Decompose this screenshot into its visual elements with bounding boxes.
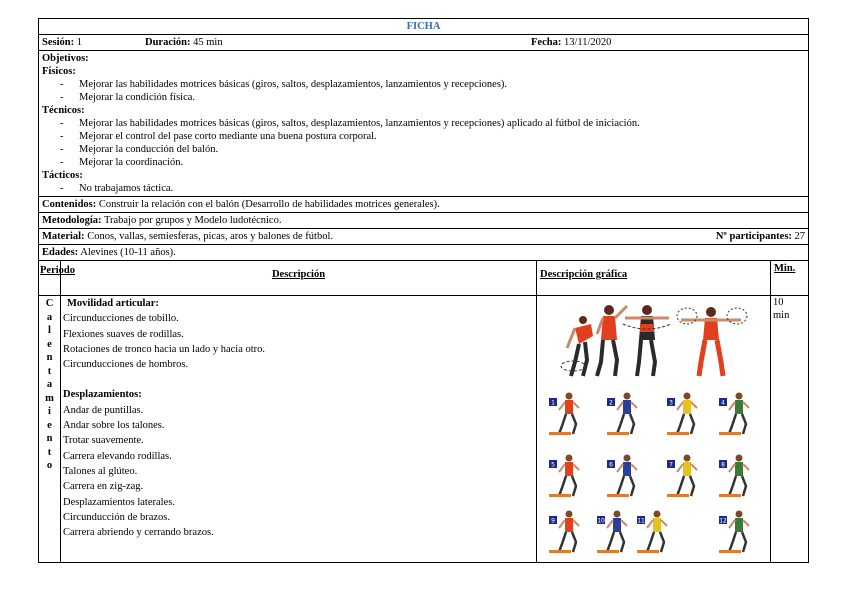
- movilidad-item: Rotaciones de tronco hacia un lado y hacia otro.: [63, 343, 266, 355]
- figure-number: 10: [597, 517, 605, 525]
- fisicos-heading: Físicos:: [42, 66, 76, 77]
- exercise-figure: [607, 393, 637, 436]
- movilidad-heading: Movilidad articular:: [67, 298, 159, 309]
- tecnicos-heading: Técnicos:: [42, 105, 85, 116]
- duration-field: Duración: 45 min: [145, 37, 223, 48]
- period-letter: n: [46, 352, 53, 363]
- figure-number: 5: [551, 461, 555, 469]
- material-row: [39, 229, 809, 245]
- exercise-figure: [549, 393, 579, 436]
- desplazamiento-item: Andar de puntillas.: [63, 404, 144, 416]
- graphic-description-cell: [537, 296, 771, 563]
- figure-number: 6: [609, 461, 613, 469]
- desplazamiento-item: Carrera elevando rodillas.: [63, 450, 172, 462]
- minutes-cell: [771, 296, 809, 563]
- material-field: Material: Conos, vallas, semiesferas, picas, aros y balones de fútbol.: [42, 231, 334, 242]
- figure-number: 8: [721, 461, 725, 469]
- figure-number: 9: [551, 517, 555, 525]
- period-letter: e: [47, 338, 52, 350]
- ficha-title: FICHA: [39, 19, 809, 35]
- movilidad-item: Flexiones suaves de rodillas.: [63, 328, 184, 340]
- figure-number: 4: [721, 399, 725, 407]
- figure-number: 2: [609, 399, 613, 407]
- period-letter: i: [48, 406, 51, 417]
- exercise-figure: [719, 393, 749, 436]
- tacticos-item: - No trabajamos táctica.: [42, 182, 805, 195]
- header-grafica: Descripción gráfica: [537, 261, 771, 296]
- period-letter: o: [46, 460, 53, 471]
- desplazamiento-item: Andar sobre los talones.: [63, 420, 165, 432]
- mobility-figures-image: [561, 305, 747, 376]
- metodologia-row: Metodología: Trabajo por grupos y Modelo ludotécnico.: [39, 213, 809, 229]
- exercise-figure: [607, 455, 637, 498]
- tacticos-list: [42, 182, 805, 195]
- session-row: [39, 35, 809, 51]
- period-letter: t: [47, 446, 52, 458]
- movilidad-list: [63, 311, 534, 372]
- desplazamiento-item: Trotar suavemente.: [63, 435, 144, 447]
- exercise-figure: [597, 511, 627, 554]
- tacticos-heading: Tácticos:: [42, 170, 83, 181]
- exercise-figure: [667, 393, 697, 436]
- contenidos-row: Contenidos: Construir la relación con el balón (Desarrollo de habilidades motrices generales).: [39, 197, 809, 213]
- header-periodo: Periodo: [39, 261, 61, 296]
- tecnicos-item: - Mejorar las habilidades motrices básicas (giros, saltos, desplazamientos, lanzamientos y recepciones) aplicado al fútbol de iniciación.: [42, 117, 805, 130]
- figure-number: 7: [669, 461, 673, 469]
- header-descripcion: Descripción: [61, 261, 537, 296]
- objectives-heading: Objetivos:: [42, 53, 89, 64]
- desplazamiento-item: Carrera abriendo y cerrando brazos.: [63, 527, 214, 539]
- figure-number: 3: [669, 399, 673, 407]
- edades-row: Edades: Alevines (10-11 años).: [39, 245, 809, 261]
- period-label: [39, 296, 61, 563]
- figure-number: 11: [637, 517, 645, 525]
- tecnicos-item: - Mejorar la conducción del balón.: [42, 143, 805, 156]
- period-letter: e: [47, 419, 52, 431]
- exercise-figure: [667, 455, 697, 498]
- movilidad-item: Circunducciones de hombros.: [63, 359, 189, 371]
- period-letter: C: [45, 298, 54, 309]
- fisicos-item: - Mejorar las habilidades motrices básicas (giros, saltos, desplazamientos, lanzamientos y recepciones).: [42, 78, 805, 91]
- period-letter: a: [46, 311, 53, 323]
- header-min: Min.: [771, 261, 809, 296]
- date-field: Fecha: 13/11/2020: [531, 37, 612, 48]
- tecnicos-item: - Mejorar la coordinación.: [42, 156, 805, 169]
- movilidad-item: Circunducciones de tobillo.: [63, 313, 179, 325]
- desplazamiento-item: Talones al glúteo.: [63, 465, 138, 477]
- ficha-document: [38, 18, 808, 563]
- exercise-figure: [719, 455, 749, 498]
- figure-number: 12: [719, 517, 727, 525]
- description-cell: [61, 296, 537, 563]
- exercise-figure: [719, 511, 749, 554]
- objectives-section: [39, 51, 809, 197]
- fisicos-list: [42, 78, 805, 104]
- figure-number: 1: [551, 399, 555, 407]
- period-letter: t: [47, 365, 52, 377]
- exercise-figure: [549, 455, 579, 498]
- participantes-field: Nº participantes: 27: [715, 231, 806, 242]
- period-letter: m: [45, 392, 54, 404]
- desplazamiento-item: Desplazamientos laterales.: [63, 496, 175, 508]
- fisicos-item: - Mejorar la condición física.: [42, 91, 805, 104]
- minutes-unit: min: [773, 310, 790, 321]
- desplazamiento-item: Carrera en zig-zag.: [63, 481, 144, 493]
- ficha-table: [38, 18, 809, 563]
- period-letter: a: [46, 379, 53, 390]
- exercise-illustrations: [537, 296, 771, 558]
- minutes-value: 10: [773, 297, 784, 308]
- exercise-figure: [637, 511, 667, 554]
- exercise-figure: [549, 511, 579, 554]
- tecnicos-item: - Mejorar el control del pase corto mediante una buena postura corporal.: [42, 130, 805, 143]
- period-letter: n: [46, 433, 53, 444]
- session-field: Sesión: 1: [42, 37, 82, 48]
- period-letter: l: [48, 325, 51, 336]
- desplazamientos-heading: Desplazamientos:: [63, 389, 142, 401]
- desplazamientos-list: [63, 403, 534, 541]
- desplazamiento-item: Circunducción de brazos.: [63, 511, 171, 523]
- tecnicos-list: [42, 117, 805, 169]
- warmup-figures-image: [549, 393, 749, 554]
